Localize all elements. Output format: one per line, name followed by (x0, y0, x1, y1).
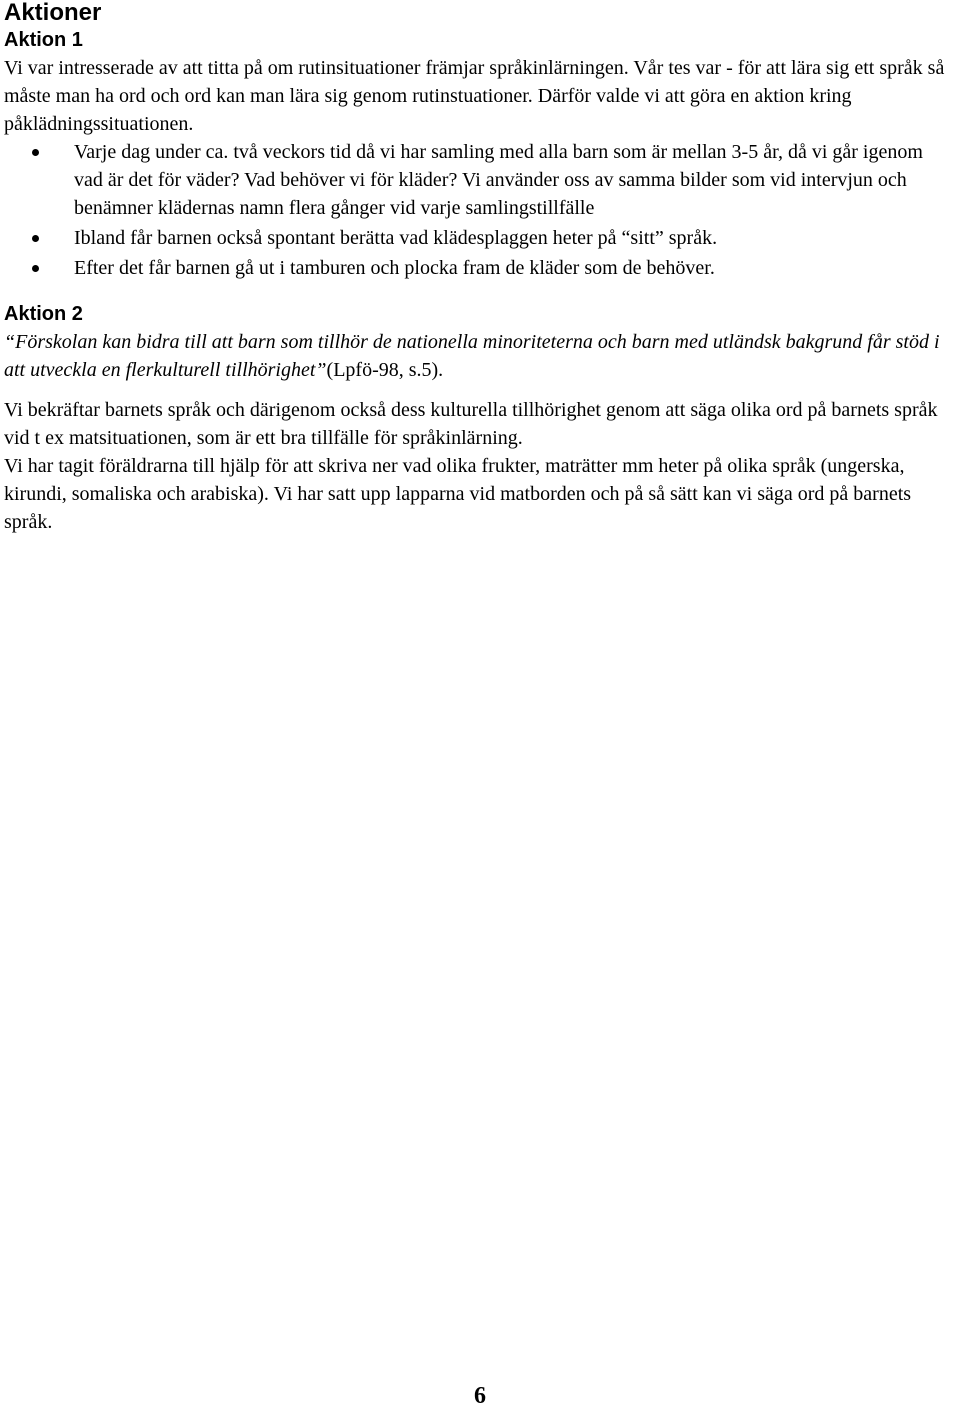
bullet-text: Efter det får barnen gå ut i tamburen och plocka fram de kläder som de behöver. (74, 257, 715, 279)
aktion1-heading: Aktion 1 (4, 29, 83, 51)
aktion2-paragraph-1: Vi bekräftar barnets språk och därigenom också dess kulturella tillhörighet genom att säga olika ord på barnets språk vid t ex matsituationen, som är ett bra tillfälle för språkinlärning. (4, 399, 938, 449)
spacer (4, 384, 956, 396)
page-number: 6 (474, 1383, 486, 1409)
quote-text: “Förskolan kan bidra till att barn som tillhör de nationella minoriteterna och barn med utländsk bakgrund får stöd i att utveckla en flerkulturell tillhörighet” (4, 331, 940, 381)
aktion1-intro: Vi var intresserade av att titta på om rutinsituationer främjar språkinlärningen. Vår tes var - för att lära sig ett språk så måste man ha ord och ord kan man lära sig genom rutinstuationer. Därför valde vi att göra en aktion kring påklädningssituationen. (4, 57, 945, 135)
list-item (4, 254, 956, 282)
bullet-icon (32, 149, 39, 156)
quote-source: (Lpfö-98, s.5). (326, 359, 444, 381)
bullet-text: Varje dag under ca. två veckors tid då vi har samling med alla barn som är mellan 3-5 år, då vi går igenom vad är det för väder? Vad behöver vi för kläder? Vi använder oss av samma bilder som vid intervjun och benämner klädernas namn flera gånger vid varje samlingstillfälle (74, 141, 923, 219)
list-item (4, 224, 956, 252)
bullet-icon (32, 265, 39, 272)
bullet-icon (32, 235, 39, 242)
aktion2-quote (4, 328, 956, 384)
aktion2-heading: Aktion 2 (4, 303, 83, 325)
aktion2-paragraph-2: Vi har tagit föräldrarna till hjälp för att skriva ner vad olika frukter, maträtter mm heter på olika språk (ungerska, kirundi, somaliska och arabiska). Vi har satt upp lapparna vid matborden och på så sätt kan vi säga ord på barnets språk. (4, 455, 912, 533)
spacer (4, 284, 956, 300)
document-page (4, 0, 956, 536)
aktion1-bullet-list (4, 138, 956, 282)
list-item (4, 138, 956, 222)
bullet-text: Ibland får barnen också spontant berätta vad klädesplaggen heter på “sitt” språk. (74, 227, 718, 249)
page-title: Aktioner (4, 0, 102, 26)
